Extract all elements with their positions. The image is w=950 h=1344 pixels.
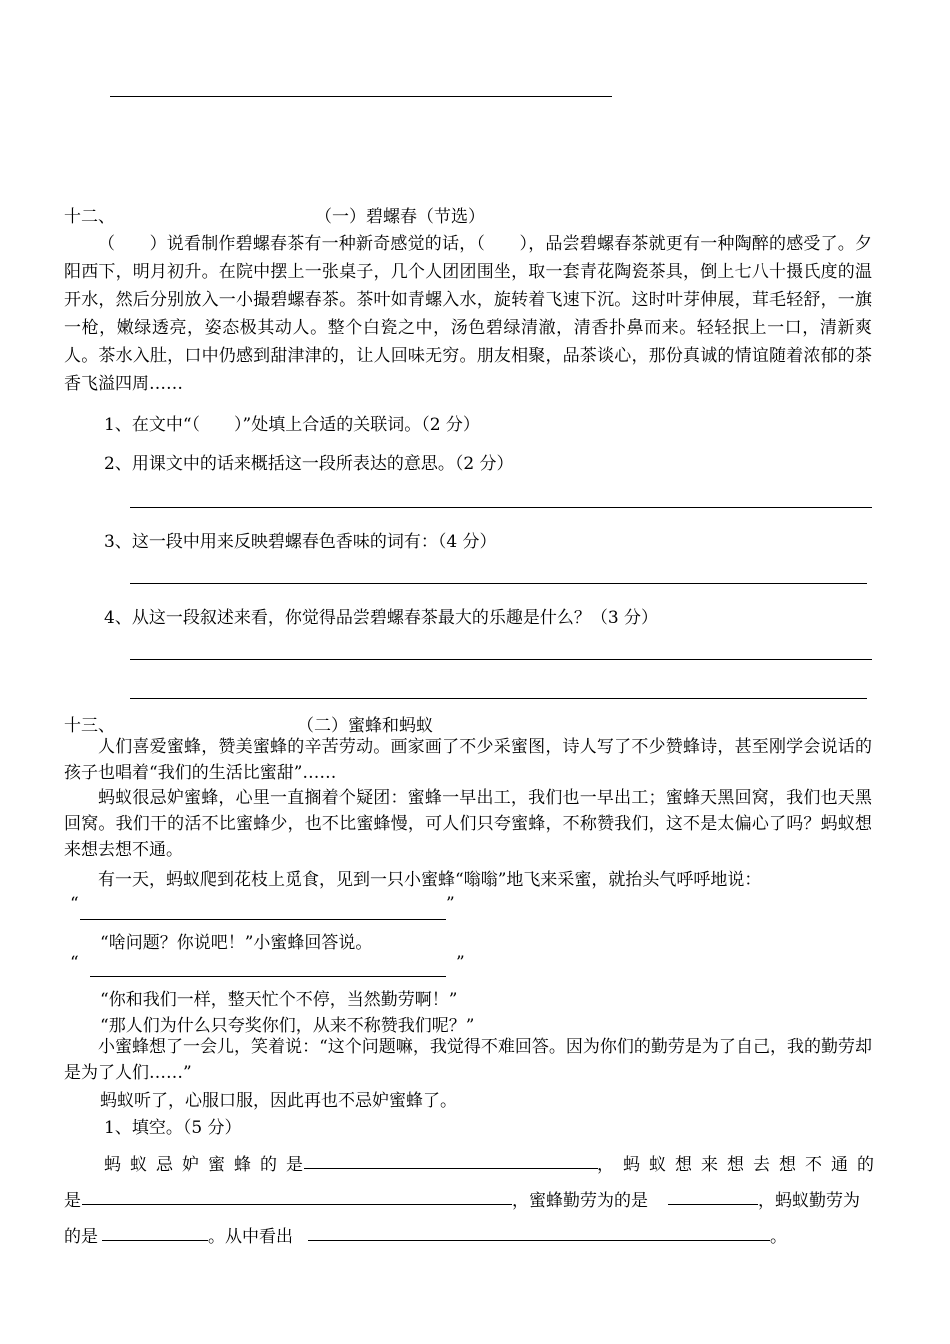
fill-blank-5[interactable] <box>308 1240 770 1241</box>
s12-q3-answer-line[interactable] <box>130 583 867 584</box>
fill-text-h: 。 <box>770 1227 787 1247</box>
s12-q4-answer-line-2[interactable] <box>130 698 867 699</box>
s13-paragraph-7: 小蜜蜂想了一会儿，笑着说：“这个问题嘛，我觉得不难回答。因为你们的勤劳是为了自己，我的勤劳却是为了人们……” <box>64 1037 872 1083</box>
fill-blank-3[interactable] <box>668 1204 758 1205</box>
fill-text-a: 蚂蚁忌妒蜜蜂的是 <box>104 1155 312 1175</box>
s12-question-2: 2、用课文中的话来概括这一段所表达的意思。（2 分） <box>104 454 514 474</box>
s13-paragraph-3: 有一天，蚂蚁爬到花枝上觅食，见到一只小蜜蜂“嗡嗡”地飞来采蜜，就抬头气呼呼地说： <box>98 870 762 890</box>
open-quote-1: “ <box>70 894 79 914</box>
fill-text-b: ，蚂蚁想来想去想不通的 <box>597 1155 883 1175</box>
close-quote-2: ” <box>456 953 465 973</box>
open-quote-2: “ <box>70 953 79 973</box>
s12-question-1: 1、在文中“（ ）”处填上合适的关联词。（2 分） <box>104 415 480 435</box>
fill-text-f: 的是 <box>64 1227 98 1247</box>
s13-dialogue-1: “啥问题？你说吧！”小蜜蜂回答说。 <box>100 933 373 953</box>
section-12-passage: （ ）说看制作碧螺春茶有一种新奇感觉的话，（ ），品尝碧螺春茶就更有一种陶醉的感受了。夕阳西下，明月初升。在院中摆上一张桌子，几个人团团围坐，取一套青花陶瓷茶具，倒上七八十摄氏度的温开水，然后分别放入一小撮碧螺春茶。茶叶如青螺入水，旋转着飞速下沉。这时叶芽伸展，茸毛轻舒，一旗一枪，嫩绿透亮，姿态极其动人。整个白瓷之中，汤色碧绿清澈，清香扑鼻而来。轻轻抿上一口，清新爽人。茶水入肚，口中仍感到甜津津的，让人回味无穷。朋友相聚，品茶谈心，那份真诚的情谊随着浓郁的茶香飞溢四周…… <box>64 234 872 394</box>
s13-paragraph-8: 蚂蚁听了，心服口服，因此再也不忌妒蜜蜂了。 <box>100 1091 457 1111</box>
fill-text-e: ，蚂蚁勤劳为 <box>758 1191 860 1211</box>
s12-question-3: 3、这一段中用来反映碧螺春色香味的词有：（4 分） <box>104 532 497 552</box>
fill-blank-4[interactable] <box>102 1240 208 1241</box>
s13-paragraph-1: 人们喜爱蜜蜂，赞美蜜蜂的辛苦劳动。画家画了不少采蜜图，诗人写了不少赞蜂诗，甚至刚学会说话的孩子也唱着“我们的生活比蜜甜”…… <box>64 737 872 783</box>
ant-question-blank[interactable] <box>80 919 446 920</box>
section-13-title: （二）蜜蜂和蚂蚁 <box>297 716 433 736</box>
section-13-number: 十三、 <box>64 716 115 736</box>
section-12-title: （一）碧螺春（节选） <box>315 207 485 227</box>
s13-paragraph-2: 蚂蚁很忌妒蜜蜂，心里一直搁着个疑团：蜜蜂一早出工，我们也一早出工；蜜蜂天黑回窝，我们也天黑回窝。我们干的活不比蜜蜂少，也不比蜜蜂慢，可人们只夸蜜蜂，不称赞我们，这不是太偏心了吗？蚂蚁想来想去想不通。 <box>64 788 872 860</box>
fill-blank-1[interactable] <box>304 1168 598 1169</box>
s13-dialogue-3: “那人们为什么只夸奖你们，从来不称赞我们呢？” <box>100 1016 475 1036</box>
fill-text-d: ，蜜蜂勤劳为的是 <box>512 1191 648 1211</box>
ant-reply-blank[interactable] <box>90 976 446 977</box>
fill-blank-2[interactable] <box>82 1204 512 1205</box>
s13-dialogue-2: “你和我们一样，整天忙个不停，当然勤劳啊！” <box>100 990 458 1010</box>
s13-question-1: 1、填空。（5 分） <box>104 1118 242 1138</box>
section-12-number: 十二、 <box>64 207 115 227</box>
close-quote-1: ” <box>446 894 455 914</box>
s12-q2-answer-line[interactable] <box>130 507 872 508</box>
s12-q4-answer-line-1[interactable] <box>130 659 872 660</box>
s12-question-4: 4、从这一段叙述来看，你觉得品尝碧螺春茶最大的乐趣是什么？（3 分） <box>104 608 659 628</box>
fill-text-g: 。从中看出 <box>208 1227 293 1247</box>
fill-text-c: 是 <box>64 1191 81 1211</box>
answer-line-top[interactable] <box>110 96 612 97</box>
